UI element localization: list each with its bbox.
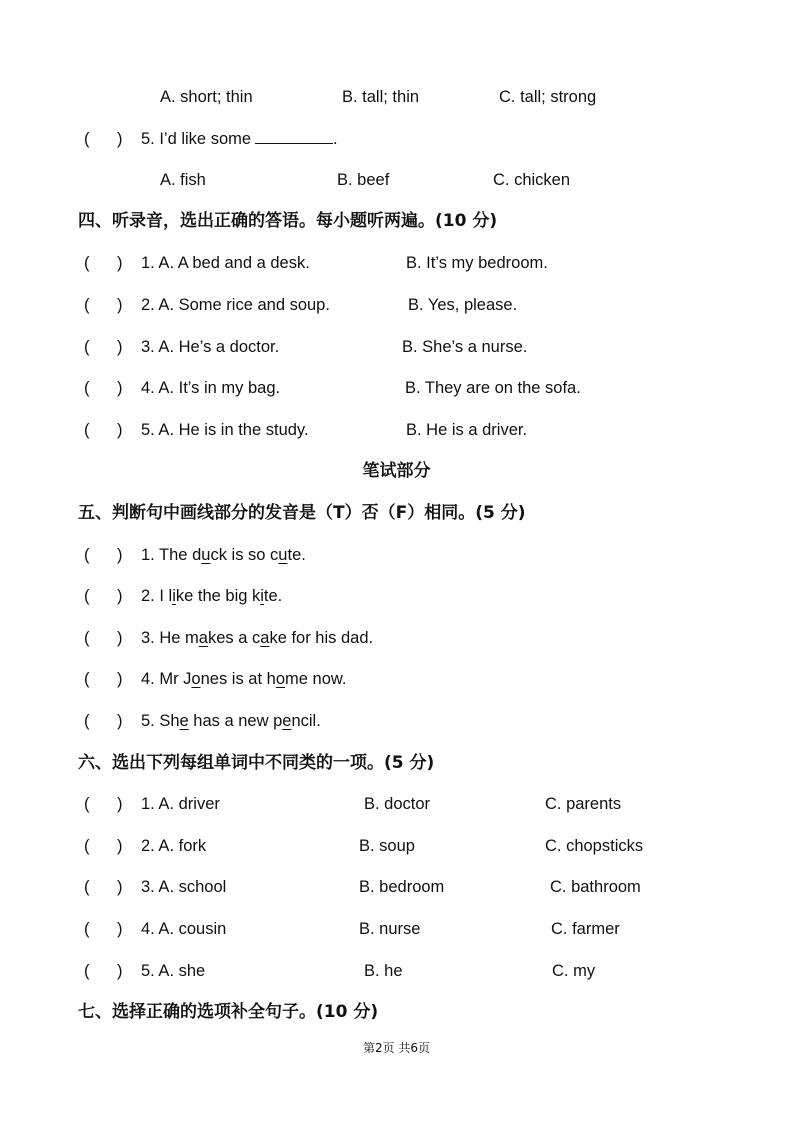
sentence-text: 2. I l: [141, 587, 173, 605]
underlined-letter: e: [282, 712, 292, 730]
question-option-a: 5. A. He is in the study.: [141, 421, 309, 439]
word-option-b: B. he: [364, 962, 403, 980]
answer-parens: ( ): [84, 837, 123, 855]
underlined-letter: e: [179, 712, 189, 730]
word-option-a: 3. A. school: [141, 878, 227, 896]
q5-text: 5. I’d like some: [141, 130, 252, 148]
answer-parens: ( ): [84, 587, 123, 605]
word-option-a: 1. A. driver: [141, 795, 220, 813]
q4-option-a: A. short; thin: [160, 88, 253, 106]
q4-option-c: C. tall; strong: [499, 88, 597, 106]
sentence-text: te.: [263, 587, 283, 605]
underlined-letter: a: [198, 629, 208, 647]
word-option-c: C. farmer: [551, 920, 620, 938]
word-option-b: B. soup: [359, 837, 415, 855]
q5-sentence: [141, 129, 338, 149]
answer-parens: ( ): [84, 629, 123, 647]
section-heading: 七、选择正确的选项补全句子。(10 分): [78, 1002, 379, 1022]
pronunciation-sentence: [141, 669, 346, 689]
answer-parens: ( ): [84, 254, 123, 272]
answer-parens: ( ): [84, 296, 123, 314]
sentence-text: has a new p: [188, 712, 283, 730]
question-option-b: B. They are on the sofa.: [405, 379, 581, 397]
answer-parens: ( ): [84, 130, 123, 148]
q5-option-c: C. chicken: [493, 171, 571, 189]
answer-parens: ( ): [84, 546, 123, 564]
word-option-b: B. doctor: [364, 795, 431, 813]
underlined-letter: u: [201, 546, 211, 564]
sentence-text: ncil.: [291, 712, 321, 730]
sentence-text: 3. He m: [141, 629, 199, 647]
sentence-text: ke the big k: [175, 587, 261, 605]
underlined-letter: o: [191, 670, 201, 688]
page-number-footer: 第2页 共6页: [362, 1041, 431, 1055]
answer-parens: ( ): [84, 878, 123, 896]
pronunciation-sentence: [141, 545, 306, 565]
sentence-text: te.: [287, 546, 306, 564]
section-heading: 四、听录音，选出正确的答语。每小题听两遍。(10 分): [78, 211, 498, 231]
section-heading: 五、判断句中画线部分的发音是（T）否（F）相同。(5 分): [78, 503, 526, 523]
answer-parens: ( ): [84, 379, 123, 397]
underlined-letter: a: [260, 629, 270, 647]
pronunciation-sentence: [141, 628, 373, 648]
word-option-c: C. parents: [545, 795, 622, 813]
word-option-c: C. my: [552, 962, 596, 980]
question-option-b: B. He is a driver.: [406, 421, 528, 439]
sentence-text: ck is so c: [210, 546, 279, 564]
answer-parens: ( ): [84, 795, 123, 813]
q5-end: .: [333, 130, 338, 148]
question-option-a: 3. A. He’s a doctor.: [141, 338, 280, 356]
answer-parens: ( ): [84, 712, 123, 730]
answer-parens: ( ): [84, 670, 123, 688]
underlined-letter: i: [260, 587, 264, 605]
sentence-text: 4. Mr J: [141, 670, 192, 688]
word-option-a: 2. A. fork: [141, 837, 207, 855]
question-option-a: 4. A. It’s in my bag.: [141, 379, 281, 397]
pronunciation-sentence: [141, 586, 282, 606]
underlined-letter: o: [275, 670, 286, 688]
question-option-a: 1. A. A bed and a desk.: [141, 254, 310, 272]
sentence-text: nes is at h: [200, 670, 276, 688]
section-heading: 六、选出下列每组单词中不同类的一项。(5 分): [78, 753, 435, 773]
q5-option-b: B. beef: [337, 171, 390, 189]
q5-option-a: A. fish: [160, 171, 206, 189]
q4-option-b: B. tall; thin: [342, 88, 420, 106]
question-option-b: B. She’s a nurse.: [402, 338, 528, 356]
answer-parens: ( ): [84, 920, 123, 938]
question-option-b: B. It’s my bedroom.: [406, 254, 548, 272]
question-option-a: 2. A. Some rice and soup.: [141, 296, 330, 314]
sentence-text: kes a c: [207, 629, 261, 647]
answer-parens: ( ): [84, 338, 123, 356]
word-option-a: 4. A. cousin: [141, 920, 227, 938]
underlined-letter: i: [172, 587, 176, 605]
sentence-text: ke for his dad.: [269, 629, 374, 647]
sentence-text: 1. The d: [141, 546, 202, 564]
word-option-c: C. chopsticks: [545, 837, 644, 855]
answer-parens: ( ): [84, 962, 123, 980]
word-option-b: B. nurse: [359, 920, 421, 938]
answer-parens: ( ): [84, 421, 123, 439]
written-part-title: 笔试部分: [362, 461, 431, 481]
sentence-text: 5. Sh: [141, 712, 180, 730]
word-option-c: C. bathroom: [550, 878, 641, 896]
underlined-letter: u: [278, 546, 288, 564]
word-option-a: 5. A. she: [141, 962, 206, 980]
word-option-b: B. bedroom: [359, 878, 445, 896]
pronunciation-sentence: [141, 711, 321, 731]
question-option-b: B. Yes, please.: [408, 296, 518, 314]
fill-blank: [255, 129, 333, 144]
sentence-text: me now.: [285, 670, 347, 688]
